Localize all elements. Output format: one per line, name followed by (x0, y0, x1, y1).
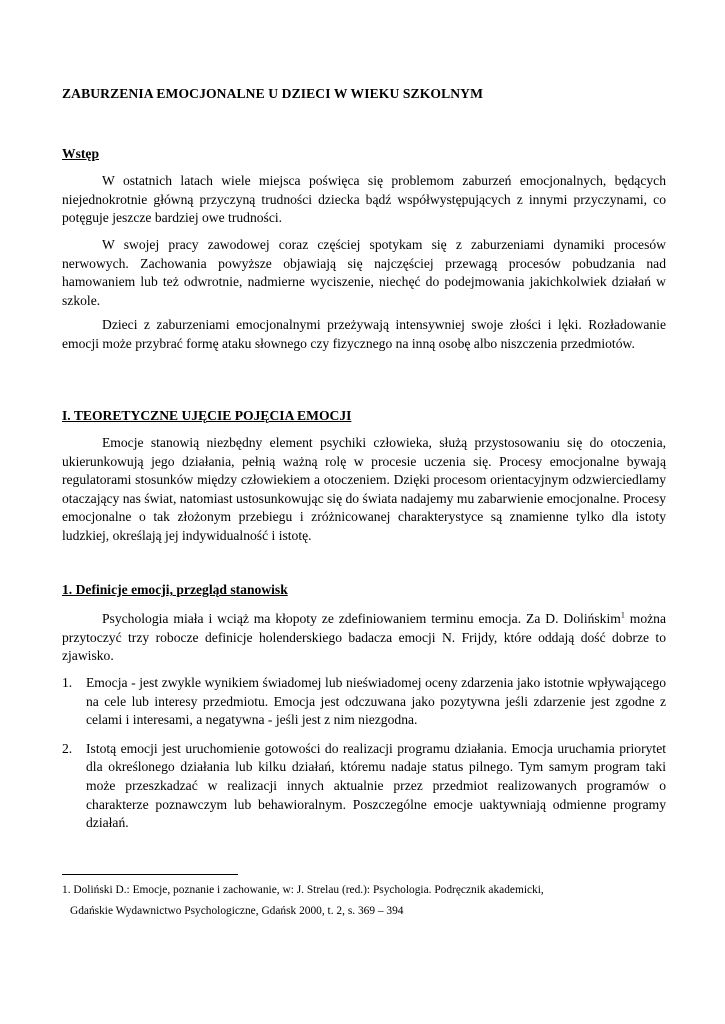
document-title: ZABURZENIA EMOCJONALNE U DZIECI W WIEKU SZKOLNYM (62, 86, 483, 101)
list-item-text: Emocja - jest zwykle wynikiem świadomej lub nieświadomej oceny zdarzenia jako istotnie wpływającego na cele lub interesy przedmiotu. Emocja jest odczuwana jako pozytywna jeśli zdarzenie jest zgodne z celami i interesami, a negatywna - jeśli jest z nim niezgodna. (86, 675, 666, 728)
list-item (62, 740, 666, 833)
list-item (62, 674, 666, 730)
intro-paragraph-1: W ostatnich latach wiele miejsca poświęca się problemom zaburzeń emocjonalnych, będących niejednokrotnie główną przyczyną trudności dziecka bądź współwystępujących z innymi przyczynami, co potęguje jeszcze bardziej owe trudności. (62, 173, 666, 226)
list-item-number: 1. (62, 675, 73, 690)
intro-paragraph-3: Dzieci z zaburzeniami emocjonalnymi przeżywają intensywniej swoje złości i lęki. Rozładowanie emocji może przybrać formę ataku słownego czy fizycznego na inną osobę albo niszczenia przedmiotów. (62, 317, 666, 351)
list-item-text: Istotą emocji jest uruchomienie gotowości do realizacji programu działania. Emocja uruchamia priorytet dla określonego działania lub kilku działań, któremu nadaje status pilnego. Tym samym program taki może przeszkadzać w realizacji innych aktualnie przez przedmiot realizowanych programów o charakterze poznawczym lub behawioralnym. Poszczególne emocje uaktywniają odmienne programy działań. (86, 740, 666, 831)
section-1-1-text-after-ref: można przytoczyć trzy robocze definicje holenderskiego badacza emocji N. Frijdy, które oddają dość dobrze to zjawisko. (62, 611, 666, 664)
heading-section-1: I. TEORETYCZNE UJĘCIE POJĘCIA EMOCJI (62, 408, 352, 423)
footnote-line-1: 1. Doliński D.: Emocje, poznanie i zachowanie, w: J. Strelau (red.): Psychologia. Podręcznik akademicki, (62, 884, 544, 896)
list-item-number: 2. (62, 740, 73, 756)
definitions-list (62, 674, 666, 833)
heading-section-1-1: 1. Definicje emocji, przegląd stanowisk (62, 582, 288, 597)
footnote-ref-marker[interactable]: 1 (620, 610, 625, 620)
footnote (62, 880, 666, 922)
footnote-line-2: Gdańskie Wydawnictwo Psychologiczne, Gdańsk 2000, t. 2, s. 369 – 394 (70, 905, 404, 917)
section-1-paragraph: Emocje stanowią niezbędny element psychiki człowieka, służą przystosowaniu się do otoczenia, ukierunkowują jego działania, pełnią ważną rolę w procesie uczenia się. Procesy emocjonalne bywają regulatorami stosunków między człowiekiem a otoczeniem. Dzięki procesom orientacyjnym odzwierciedlamy otaczający nas świat, natomiast ustosunkowując się do świata nadajemy mu zabarwienie emocjonalne. Procesy emocjonalne o tak złożonym przebiegu i zróżnicowanej charakterystyce są znamienne tylko dla istoty ludzkiej, określają jej indywidualność i istotę. (62, 435, 666, 543)
intro-paragraph-2: W swojej pracy zawodowej coraz częściej spotykam się z zaburzeniami dynamiki procesów nerwowych. Zachowania powyższe objawiają się najczęściej przewagą procesów pobudzania nad hamowaniem lub też odwrotnie, nadmierne wyciszenie, niechęć do podejmowania jakichkolwiek działań w szkole. (62, 237, 666, 308)
heading-intro: Wstęp (62, 146, 100, 161)
footnote-separator (62, 874, 238, 875)
section-1-1-paragraph (62, 610, 666, 666)
section-1-1-text-before-ref: Psychologia miała i wciąż ma kłopoty ze zdefiniowaniem terminu emocja. Za D. Dolińskim (102, 611, 621, 626)
